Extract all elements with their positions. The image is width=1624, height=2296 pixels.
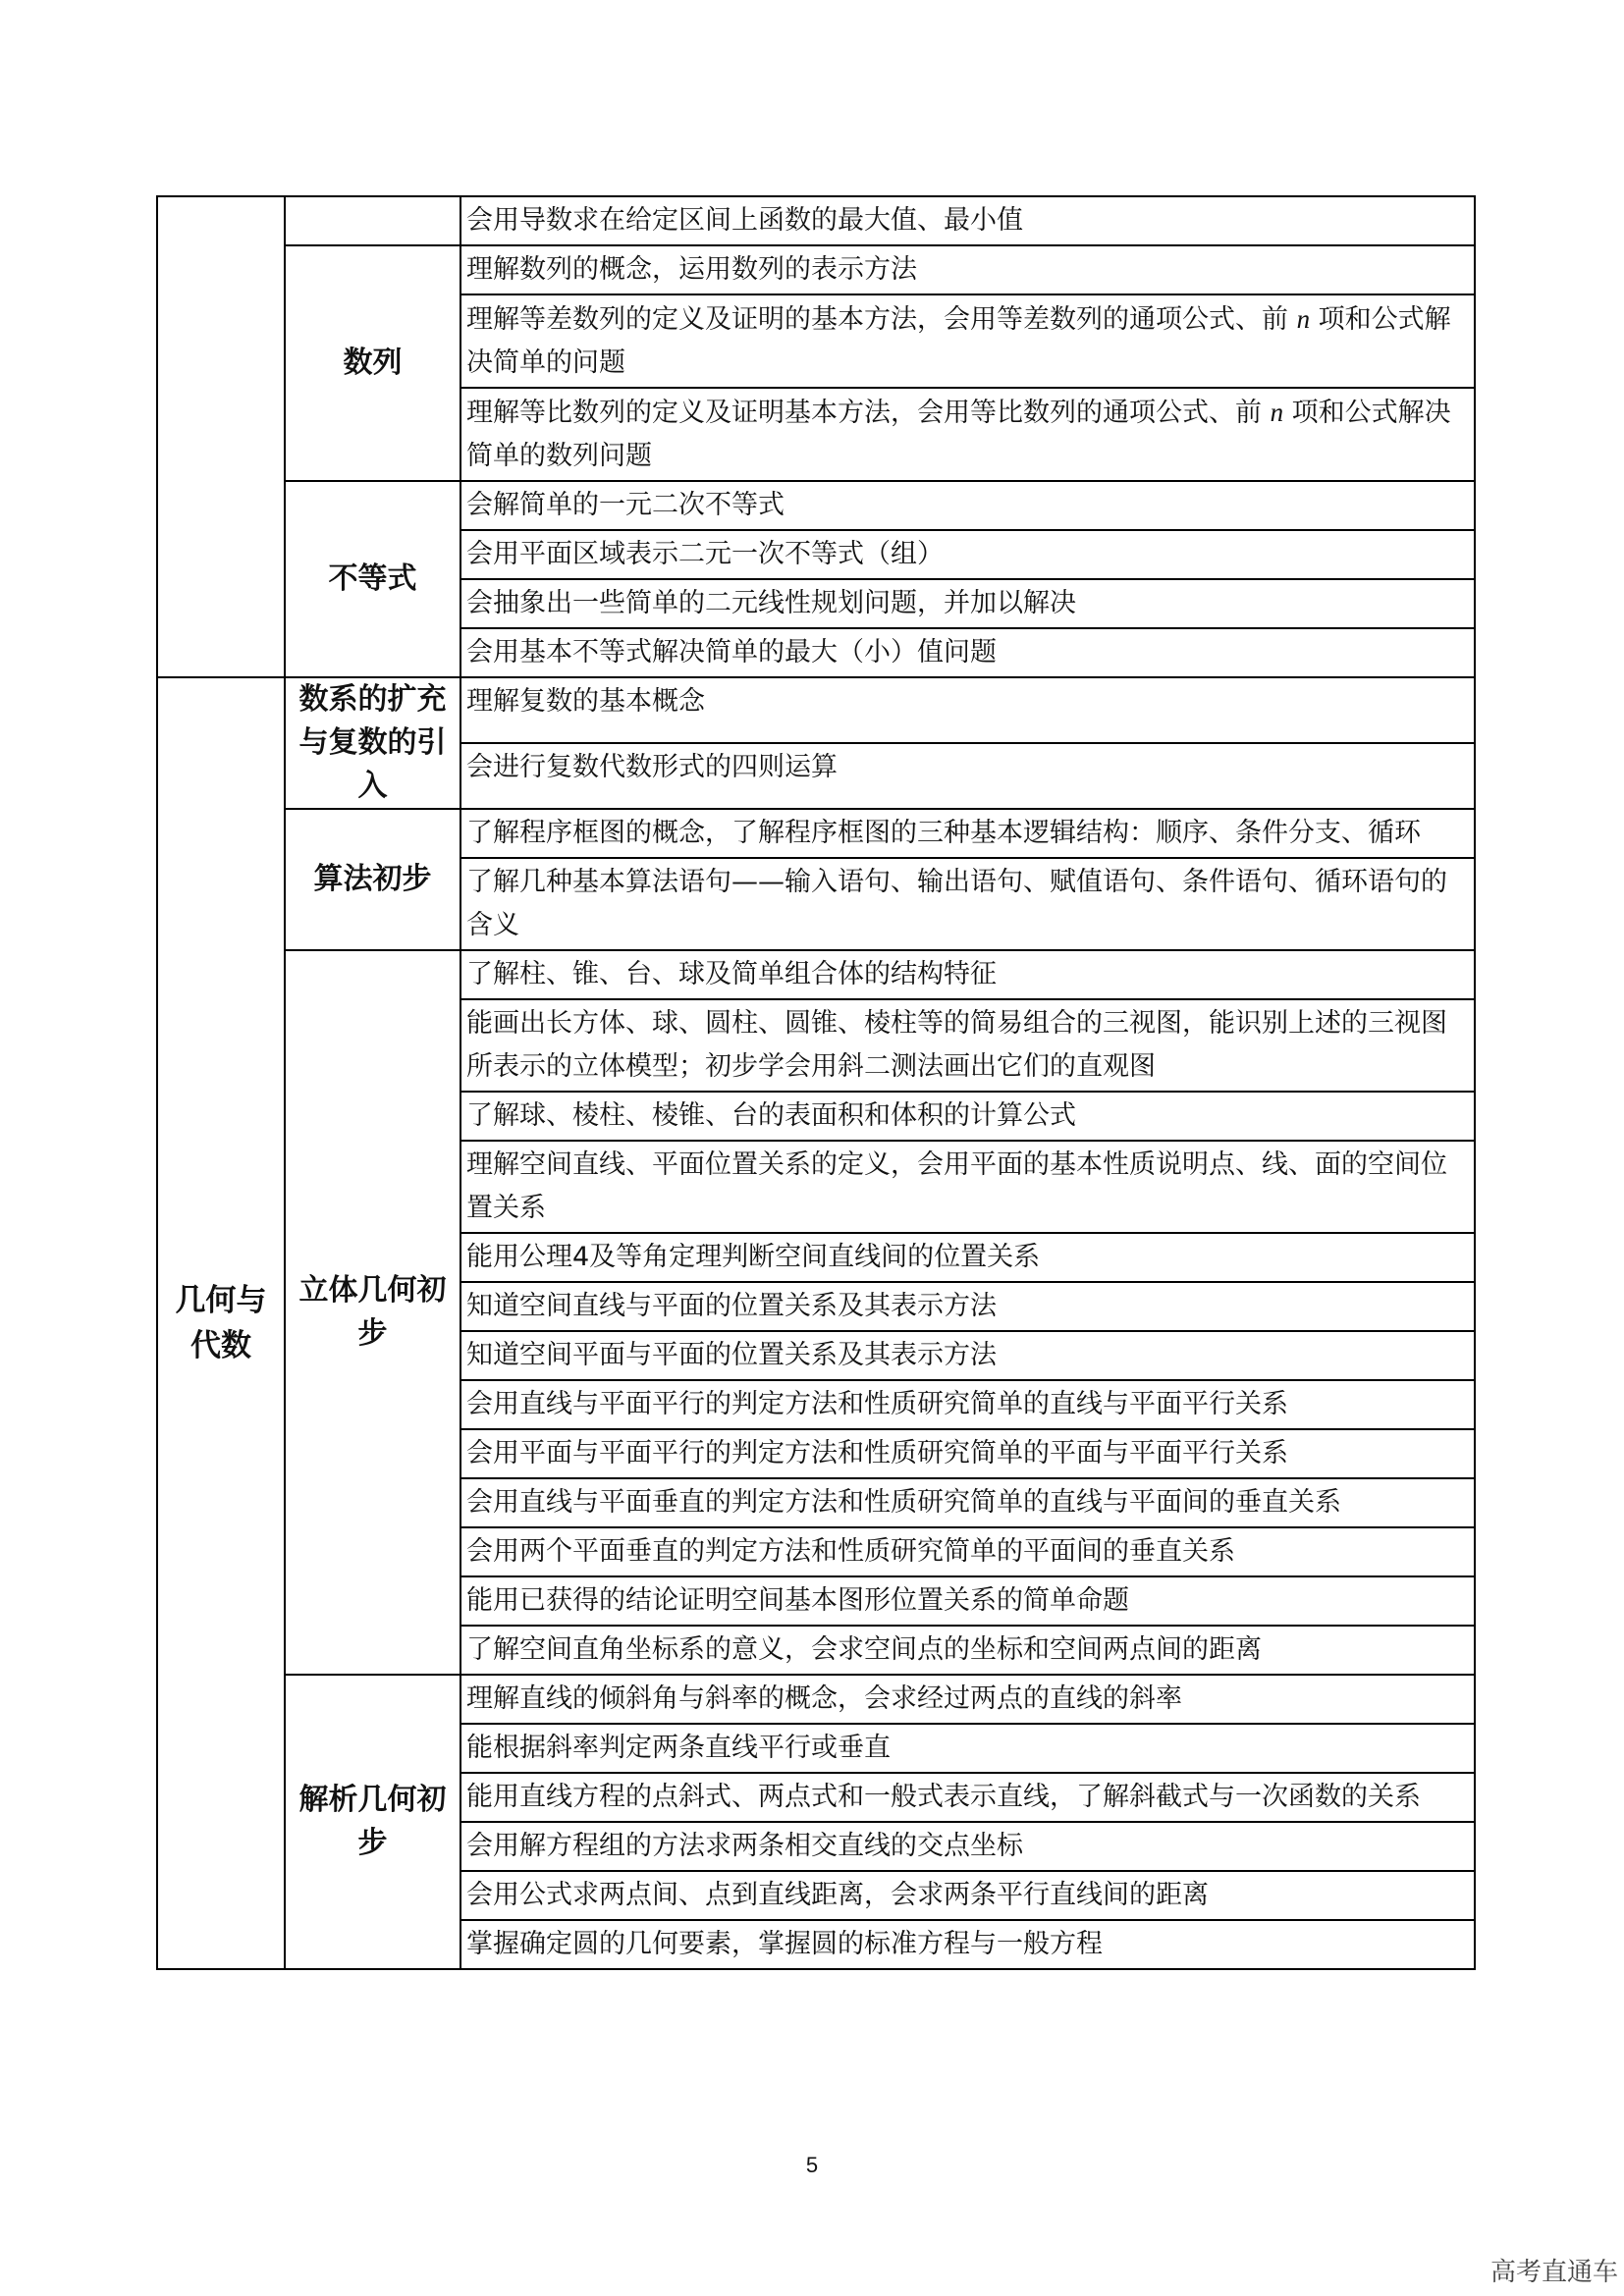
table-row [157,1675,1475,1724]
topic-label-algorithm: 算法初步 [285,809,460,950]
requirement-item: 会用两个平面垂直的判定方法和性质研究简单的平面间的垂直关系 [460,1527,1475,1576]
topic-label-complex: 数系的扩充与复数的引入 [285,677,460,809]
requirement-item: 能用直线方程的点斜式、两点式和一般式表示直线，了解斜截式与一次函数的关系 [460,1773,1475,1822]
requirement-item: 掌握确定圆的几何要素，掌握圆的标准方程与一般方程 [460,1920,1475,1969]
requirement-item: 会用基本不等式解决简单的最大（小）值问题 [460,628,1475,677]
topic-label-solid-geometry: 立体几何初步 [285,950,460,1675]
requirement-item: 知道空间平面与平面的位置关系及其表示方法 [460,1331,1475,1380]
requirement-item: 了解柱、锥、台、球及简单组合体的结构特征 [460,950,1475,999]
requirement-item: 会用平面区域表示二元一次不等式（组） [460,530,1475,579]
topic-label-sequence: 数列 [285,245,460,481]
page-number: 5 [805,2153,819,2177]
table-row [157,196,1475,245]
topic-label-analytic-geometry: 解析几何初步 [285,1675,460,1969]
requirement-item: 能画出长方体、球、圆柱、圆锥、棱柱等的简易组合的三视图，能识别上述的三视图所表示的立体模型；初步学会用斜二测法画出它们的直观图 [460,999,1475,1092]
requirement-item: 能根据斜率判定两条直线平行或垂直 [460,1724,1475,1773]
requirement-item: 能用公理4及等角定理判断空间直线间的位置关系 [460,1233,1475,1282]
requirement-item: 了解程序框图的概念，了解程序框图的三种基本逻辑结构：顺序、条件分支、循环 [460,809,1475,858]
requirement-item: 理解直线的倾斜角与斜率的概念，会求经过两点的直线的斜率 [460,1675,1475,1724]
curriculum-table [156,195,1476,1970]
requirement-item: 会用导数求在给定区间上函数的最大值、最小值 [460,196,1475,245]
requirement-item: 理解数列的概念，运用数列的表示方法 [460,245,1475,294]
watermark: 高考直通车 [1489,2258,1618,2287]
table-row [157,950,1475,999]
requirement-item: 了解球、棱柱、棱锥、台的表面积和体积的计算公式 [460,1092,1475,1141]
area-label-geometry-algebra: 几何与代数 [157,677,285,1969]
requirement-item: 了解空间直角坐标系的意义，会求空间点的坐标和空间两点间的距离 [460,1626,1475,1675]
requirement-item: 会抽象出一些简单的二元线性规划问题，并加以解决 [460,579,1475,628]
variable-n: n [1270,398,1284,427]
requirement-item: 会用公式求两点间、点到直线距离，会求两条平行直线间的距离 [460,1871,1475,1920]
requirement-item: 理解等比数列的定义及证明基本方法，会用等比数列的通项公式、前 n 项和公式解决简单的数列问题 [460,388,1475,481]
requirement-item: 理解等差数列的定义及证明的基本方法，会用等差数列的通项公式、前 n 项和公式解决简单的问题 [460,294,1475,388]
requirement-item: 会用直线与平面平行的判定方法和性质研究简单的直线与平面平行关系 [460,1380,1475,1429]
requirement-item: 会解简单的一元二次不等式 [460,481,1475,530]
requirement-item: 会用直线与平面垂直的判定方法和性质研究简单的直线与平面间的垂直关系 [460,1478,1475,1527]
requirement-item: 会用解方程组的方法求两条相交直线的交点坐标 [460,1822,1475,1871]
variable-n: n [1296,304,1311,334]
requirement-item: 知道空间直线与平面的位置关系及其表示方法 [460,1282,1475,1331]
requirement-item: 理解复数的基本概念 [460,677,1475,743]
requirement-item: 会进行复数代数形式的四则运算 [460,743,1475,809]
table-row [157,245,1475,294]
topic-label-inequality: 不等式 [285,481,460,677]
requirement-item: 会用平面与平面平行的判定方法和性质研究简单的平面与平面平行关系 [460,1429,1475,1478]
requirement-item: 了解几种基本算法语句——输入语句、输出语句、赋值语句、条件语句、循环语句的含义 [460,858,1475,950]
table-row [157,809,1475,858]
requirement-item: 能用已获得的结论证明空间基本图形位置关系的简单命题 [460,1576,1475,1626]
topic-cell-continued [285,196,460,245]
table-row [157,677,1475,743]
table-row [157,481,1475,530]
requirement-item: 理解空间直线、平面位置关系的定义，会用平面的基本性质说明点、线、面的空间位置关系 [460,1141,1475,1233]
area-cell-continued [157,196,285,677]
